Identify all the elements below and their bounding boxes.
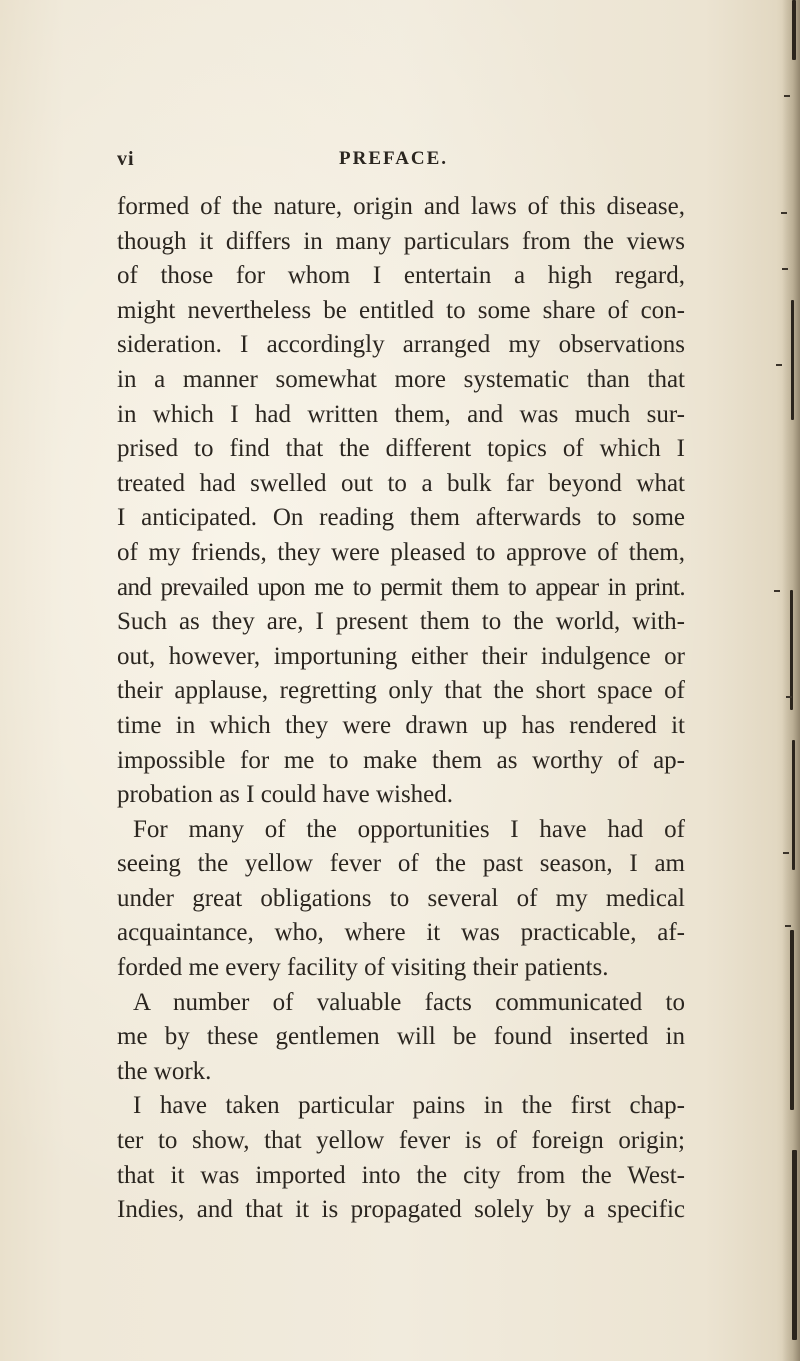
binding-mark: [792, 0, 796, 60]
text-line: sideration. I accordingly arranged my observations: [117, 331, 685, 359]
edge-tick: [783, 852, 789, 854]
text-line: in a manner somewhat more systematic than that: [117, 365, 685, 393]
text-line: might nevertheless be entitled to some share of con-: [117, 296, 685, 324]
page-number: vi: [117, 148, 135, 170]
binding-mark: [792, 740, 795, 870]
text-line: me by these gentlemen will be found inserted in: [117, 1023, 685, 1051]
text-line: in which I had written them, and was much sur-: [117, 400, 685, 428]
text-line: their applause, regretting only that the short space of: [117, 677, 685, 705]
binding-mark: [791, 300, 794, 420]
edge-tick: [774, 590, 780, 592]
edge-tick: [776, 364, 782, 366]
text-line: impossible for me to make them as worthy of ap-: [117, 746, 685, 774]
text-line: probation as I could have wished.: [117, 781, 454, 809]
binding-mark: [792, 1150, 797, 1340]
text-line: that it was imported into the city from the West-: [117, 1161, 685, 1189]
text-line: acquaintance, who, where it was practicable, af-: [117, 919, 685, 947]
text-line: A number of valuable facts communicated to: [133, 988, 685, 1016]
text-line: time in which they were drawn up has rendered it: [117, 711, 685, 739]
body-text: [117, 190, 685, 1228]
text-line: out, however, importuning either their indulgence or: [117, 642, 685, 670]
text-line: prised to find that the different topics of which I: [117, 435, 685, 463]
text-line: though it differs in many particulars from the views: [117, 227, 685, 255]
text-line: For many of the opportunities I have had of: [133, 815, 685, 843]
text-line: treated had swelled out to a bulk far beyond what: [117, 469, 685, 497]
text-line: ter to show, that yellow fever is of foreign origin;: [117, 1127, 685, 1155]
text-line: formed of the nature, origin and laws of this disease,: [117, 193, 685, 220]
text-line: seeing the yellow fever of the past season, I am: [117, 850, 685, 878]
edge-tick: [784, 95, 790, 97]
binding-mark: [790, 590, 793, 710]
text-line: and prevailed upon me to permit them to appear in print.: [117, 573, 685, 601]
text-line: under great obligations to several of my medical: [117, 884, 685, 912]
text-line: I have taken particular pains in the first chap-: [133, 1092, 685, 1120]
edge-tick: [785, 925, 791, 927]
edge-tick: [781, 212, 787, 214]
edge-tick: [782, 268, 788, 270]
text-line: forded me every facility of visiting their patients.: [117, 954, 609, 982]
edge-tick: [786, 696, 792, 698]
text-line: Indies, and that it is propagated solely by a specific: [117, 1196, 685, 1224]
binding-mark: [790, 930, 794, 1110]
running-title: PREFACE.: [339, 148, 449, 169]
text-line: the work.: [117, 1057, 212, 1085]
text-line: I anticipated. On reading them afterwards to some: [117, 504, 685, 532]
page-header: [117, 148, 677, 178]
text-line: Such as they are, I present them to the world, with-: [117, 608, 685, 636]
text-line: of my friends, they were pleased to approve of them,: [117, 538, 685, 566]
text-line: of those for whom I entertain a high regard,: [117, 262, 685, 290]
